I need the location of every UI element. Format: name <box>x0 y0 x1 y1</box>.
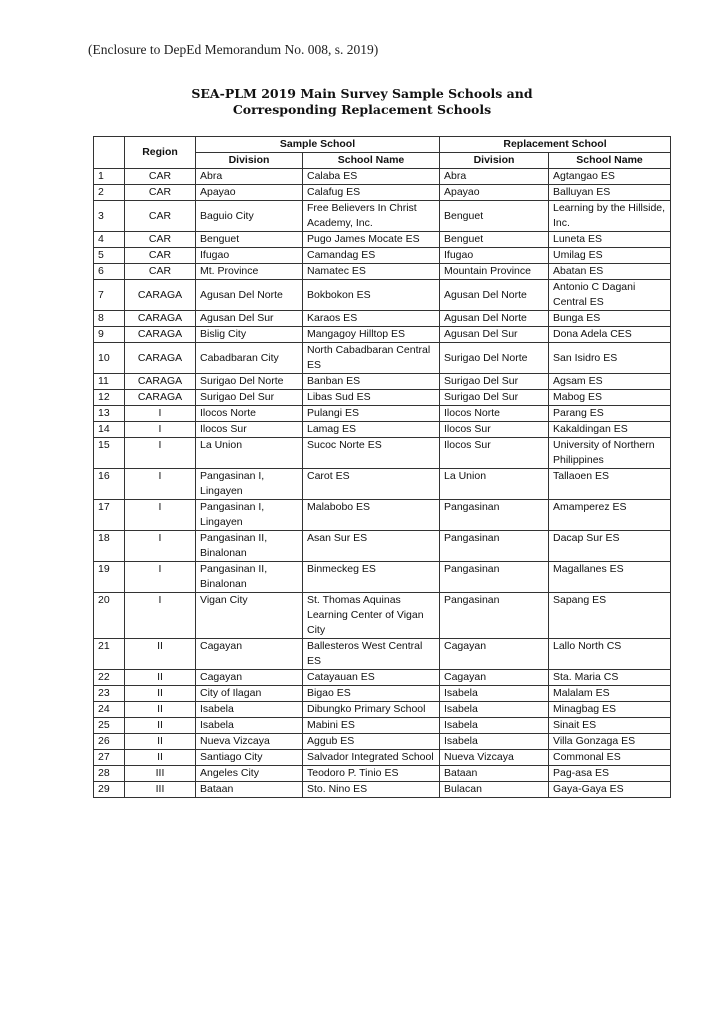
row-replacement-school-name: Gaya-Gaya ES <box>549 782 671 798</box>
table-row <box>94 593 671 639</box>
table-row <box>94 438 671 469</box>
row-sample-school-name: Sucoc Norte ES <box>303 438 440 469</box>
row-replacement-school-name: Lallo North CS <box>549 639 671 670</box>
row-region: I <box>125 593 196 639</box>
row-sample-school-name: Aggub ES <box>303 734 440 750</box>
table-row <box>94 343 671 374</box>
row-number: 27 <box>94 750 125 766</box>
row-number: 16 <box>94 469 125 500</box>
row-replacement-division: Apayao <box>440 185 549 201</box>
row-replacement-school-name: Magallanes ES <box>549 562 671 593</box>
row-replacement-division: Surigao Del Sur <box>440 374 549 390</box>
row-sample-division: Isabela <box>196 702 303 718</box>
row-number: 25 <box>94 718 125 734</box>
row-sample-school-name: Banban ES <box>303 374 440 390</box>
row-sample-division: Bataan <box>196 782 303 798</box>
row-sample-division: Baguio City <box>196 201 303 232</box>
row-sample-school-name: Sto. Nino ES <box>303 782 440 798</box>
row-sample-division: Bislig City <box>196 327 303 343</box>
header-sample-division: Division <box>196 153 303 169</box>
title-line-1: SEA-PLM 2019 Main Survey Sample Schools and <box>191 86 533 101</box>
row-region: CARAGA <box>125 374 196 390</box>
title-line-2: Corresponding Replacement Schools <box>232 102 492 117</box>
row-replacement-division: Ilocos Norte <box>440 406 549 422</box>
row-replacement-division: Cagayan <box>440 639 549 670</box>
row-sample-school-name: Carot ES <box>303 469 440 500</box>
row-sample-division: Pangasinan II, Binalonan <box>196 562 303 593</box>
row-sample-school-name: Malabobo ES <box>303 500 440 531</box>
row-region: III <box>125 782 196 798</box>
row-replacement-division: Cagayan <box>440 670 549 686</box>
row-region: II <box>125 702 196 718</box>
row-region: CAR <box>125 185 196 201</box>
table-row <box>94 390 671 406</box>
row-replacement-division: Bataan <box>440 766 549 782</box>
row-number: 15 <box>94 438 125 469</box>
row-sample-school-name: Bokbokon ES <box>303 280 440 311</box>
row-sample-division: Cagayan <box>196 639 303 670</box>
row-sample-school-name: Pulangi ES <box>303 406 440 422</box>
row-sample-division: Ilocos Norte <box>196 406 303 422</box>
row-number: 26 <box>94 734 125 750</box>
row-sample-school-name: Karaos ES <box>303 311 440 327</box>
row-region: I <box>125 438 196 469</box>
row-sample-school-name: Teodoro P. Tinio ES <box>303 766 440 782</box>
row-number: 18 <box>94 531 125 562</box>
row-replacement-division: Pangasinan <box>440 593 549 639</box>
row-replacement-division: Bulacan <box>440 782 549 798</box>
row-number: 24 <box>94 702 125 718</box>
row-sample-school-name: Calaba ES <box>303 169 440 185</box>
row-replacement-division: Isabela <box>440 734 549 750</box>
row-sample-school-name: Libas Sud ES <box>303 390 440 406</box>
table-row <box>94 232 671 248</box>
table-row <box>94 185 671 201</box>
row-replacement-school-name: Sapang ES <box>549 593 671 639</box>
row-replacement-division: Ifugao <box>440 248 549 264</box>
table-row <box>94 562 671 593</box>
row-number: 14 <box>94 422 125 438</box>
row-number: 6 <box>94 264 125 280</box>
row-sample-school-name: Salvador Integrated School <box>303 750 440 766</box>
row-number: 13 <box>94 406 125 422</box>
table-row <box>94 500 671 531</box>
row-replacement-school-name: Mabog ES <box>549 390 671 406</box>
row-replacement-school-name: Kakaldingan ES <box>549 422 671 438</box>
table-row <box>94 686 671 702</box>
table-row <box>94 734 671 750</box>
row-number: 10 <box>94 343 125 374</box>
row-sample-division: Agusan Del Sur <box>196 311 303 327</box>
header-sample-school: Sample School <box>196 137 440 153</box>
schools-table <box>93 136 671 798</box>
row-sample-school-name: St. Thomas Aquinas Learning Center of Vigan City <box>303 593 440 639</box>
row-sample-division: Angeles City <box>196 766 303 782</box>
row-region: II <box>125 639 196 670</box>
row-sample-school-name: Free Believers In Christ Academy, Inc. <box>303 201 440 232</box>
row-region: II <box>125 718 196 734</box>
table-row <box>94 311 671 327</box>
row-sample-school-name: North Cabadbaran Central ES <box>303 343 440 374</box>
table-row <box>94 264 671 280</box>
row-sample-division: Nueva Vizcaya <box>196 734 303 750</box>
table-row <box>94 766 671 782</box>
row-number: 12 <box>94 390 125 406</box>
header-replacement-division: Division <box>440 153 549 169</box>
row-sample-division: Ifugao <box>196 248 303 264</box>
table-row <box>94 248 671 264</box>
row-sample-school-name: Lamag ES <box>303 422 440 438</box>
row-region: II <box>125 670 196 686</box>
row-replacement-division: Isabela <box>440 718 549 734</box>
row-number: 23 <box>94 686 125 702</box>
row-region: CARAGA <box>125 343 196 374</box>
row-region: I <box>125 469 196 500</box>
row-region: II <box>125 686 196 702</box>
row-sample-school-name: Catayauan ES <box>303 670 440 686</box>
enclosure-note: (Enclosure to DepEd Memorandum No. 008, s. 2019) <box>88 42 379 57</box>
row-replacement-division: Nueva Vizcaya <box>440 750 549 766</box>
row-replacement-school-name: University of Northern Philippines <box>549 438 671 469</box>
row-number: 9 <box>94 327 125 343</box>
row-replacement-school-name: Minagbag ES <box>549 702 671 718</box>
row-sample-division: Ilocos Sur <box>196 422 303 438</box>
row-replacement-division: Surigao Del Norte <box>440 343 549 374</box>
row-replacement-division: Pangasinan <box>440 531 549 562</box>
table-row <box>94 718 671 734</box>
table-row <box>94 531 671 562</box>
row-replacement-school-name: Pag-asa ES <box>549 766 671 782</box>
header-region: Region <box>125 137 196 169</box>
row-sample-division: Santiago City <box>196 750 303 766</box>
row-region: CAR <box>125 264 196 280</box>
row-sample-school-name: Camandag ES <box>303 248 440 264</box>
table-row <box>94 169 671 185</box>
row-sample-division: Isabela <box>196 718 303 734</box>
row-sample-division: Abra <box>196 169 303 185</box>
row-region: II <box>125 734 196 750</box>
row-sample-school-name: Namatec ES <box>303 264 440 280</box>
row-region: CAR <box>125 232 196 248</box>
row-replacement-school-name: Agsam ES <box>549 374 671 390</box>
row-replacement-school-name: Amamperez ES <box>549 500 671 531</box>
row-replacement-school-name: Sinait ES <box>549 718 671 734</box>
row-replacement-division: Mountain Province <box>440 264 549 280</box>
row-region: CAR <box>125 201 196 232</box>
row-sample-division: Pangasinan I, Lingayen <box>196 469 303 500</box>
row-replacement-division: La Union <box>440 469 549 500</box>
row-number: 2 <box>94 185 125 201</box>
row-sample-division: Cabadbaran City <box>196 343 303 374</box>
header-sample-school-name: School Name <box>303 153 440 169</box>
row-region: III <box>125 766 196 782</box>
row-sample-division: Surigao Del Norte <box>196 374 303 390</box>
document-title <box>0 86 724 118</box>
table-row <box>94 750 671 766</box>
row-replacement-school-name: Antonio C Dagani Central ES <box>549 280 671 311</box>
row-replacement-school-name: Balluyan ES <box>549 185 671 201</box>
row-replacement-school-name: Tallaoen ES <box>549 469 671 500</box>
row-region: I <box>125 562 196 593</box>
row-replacement-school-name: Abatan ES <box>549 264 671 280</box>
table-row <box>94 702 671 718</box>
row-sample-school-name: Dibungko Primary School <box>303 702 440 718</box>
row-sample-school-name: Pugo James Mocate ES <box>303 232 440 248</box>
row-replacement-division: Abra <box>440 169 549 185</box>
row-sample-division: Benguet <box>196 232 303 248</box>
row-region: I <box>125 422 196 438</box>
row-replacement-school-name: Luneta ES <box>549 232 671 248</box>
table-row <box>94 670 671 686</box>
table-row <box>94 782 671 798</box>
row-sample-school-name: Calafug ES <box>303 185 440 201</box>
table-row <box>94 422 671 438</box>
row-region: CARAGA <box>125 390 196 406</box>
header-replacement-school-name: School Name <box>549 153 671 169</box>
row-replacement-division: Ilocos Sur <box>440 422 549 438</box>
row-sample-division: Vigan City <box>196 593 303 639</box>
table-row <box>94 280 671 311</box>
row-replacement-school-name: Malalam ES <box>549 686 671 702</box>
row-sample-school-name: Ballesteros West Central ES <box>303 639 440 670</box>
table-row <box>94 201 671 232</box>
row-replacement-school-name: Parang ES <box>549 406 671 422</box>
row-sample-division: Pangasinan II, Binalonan <box>196 531 303 562</box>
row-replacement-division: Isabela <box>440 702 549 718</box>
row-region: CARAGA <box>125 311 196 327</box>
table-row <box>94 639 671 670</box>
row-sample-division: Agusan Del Norte <box>196 280 303 311</box>
row-number: 29 <box>94 782 125 798</box>
row-number: 4 <box>94 232 125 248</box>
row-replacement-school-name: Dona Adela CES <box>549 327 671 343</box>
row-sample-division: Surigao Del Sur <box>196 390 303 406</box>
row-replacement-school-name: Bunga ES <box>549 311 671 327</box>
row-sample-school-name: Bigao ES <box>303 686 440 702</box>
row-replacement-division: Agusan Del Norte <box>440 280 549 311</box>
row-region: I <box>125 406 196 422</box>
header-number-blank <box>94 137 125 169</box>
row-replacement-division: Pangasinan <box>440 500 549 531</box>
row-sample-school-name: Mabini ES <box>303 718 440 734</box>
row-replacement-division: Isabela <box>440 686 549 702</box>
row-sample-school-name: Asan Sur ES <box>303 531 440 562</box>
row-replacement-school-name: Commonal ES <box>549 750 671 766</box>
row-replacement-school-name: Agtangao ES <box>549 169 671 185</box>
row-region: CAR <box>125 169 196 185</box>
row-sample-division: La Union <box>196 438 303 469</box>
row-region: II <box>125 750 196 766</box>
table-row <box>94 374 671 390</box>
header-row-1 <box>94 137 671 153</box>
row-number: 1 <box>94 169 125 185</box>
row-replacement-division: Agusan Del Sur <box>440 327 549 343</box>
row-replacement-division: Surigao Del Sur <box>440 390 549 406</box>
row-number: 21 <box>94 639 125 670</box>
row-replacement-school-name: Villa Gonzaga ES <box>549 734 671 750</box>
row-sample-division: City of Ilagan <box>196 686 303 702</box>
row-sample-division: Pangasinan I, Lingayen <box>196 500 303 531</box>
header-replacement-school: Replacement School <box>440 137 671 153</box>
row-number: 17 <box>94 500 125 531</box>
row-sample-school-name: Mangagoy Hilltop ES <box>303 327 440 343</box>
row-sample-school-name: Binmeckeg ES <box>303 562 440 593</box>
row-replacement-school-name: Learning by the Hillside, Inc. <box>549 201 671 232</box>
row-region: I <box>125 500 196 531</box>
row-replacement-division: Benguet <box>440 232 549 248</box>
row-replacement-school-name: Dacap Sur ES <box>549 531 671 562</box>
row-region: CARAGA <box>125 280 196 311</box>
table-row <box>94 406 671 422</box>
row-region: CARAGA <box>125 327 196 343</box>
row-number: 22 <box>94 670 125 686</box>
row-replacement-division: Benguet <box>440 201 549 232</box>
table-body <box>94 169 671 798</box>
row-sample-division: Cagayan <box>196 670 303 686</box>
row-number: 20 <box>94 593 125 639</box>
row-sample-division: Apayao <box>196 185 303 201</box>
row-number: 3 <box>94 201 125 232</box>
row-replacement-school-name: Umilag ES <box>549 248 671 264</box>
row-replacement-division: Pangasinan <box>440 562 549 593</box>
row-number: 5 <box>94 248 125 264</box>
row-replacement-division: Ilocos Sur <box>440 438 549 469</box>
row-replacement-school-name: San Isidro ES <box>549 343 671 374</box>
row-number: 19 <box>94 562 125 593</box>
table-row <box>94 327 671 343</box>
table-row <box>94 469 671 500</box>
row-number: 28 <box>94 766 125 782</box>
row-region: CAR <box>125 248 196 264</box>
row-replacement-school-name: Sta. Maria CS <box>549 670 671 686</box>
row-replacement-division: Agusan Del Norte <box>440 311 549 327</box>
row-number: 8 <box>94 311 125 327</box>
row-region: I <box>125 531 196 562</box>
row-number: 7 <box>94 280 125 311</box>
row-number: 11 <box>94 374 125 390</box>
row-sample-division: Mt. Province <box>196 264 303 280</box>
